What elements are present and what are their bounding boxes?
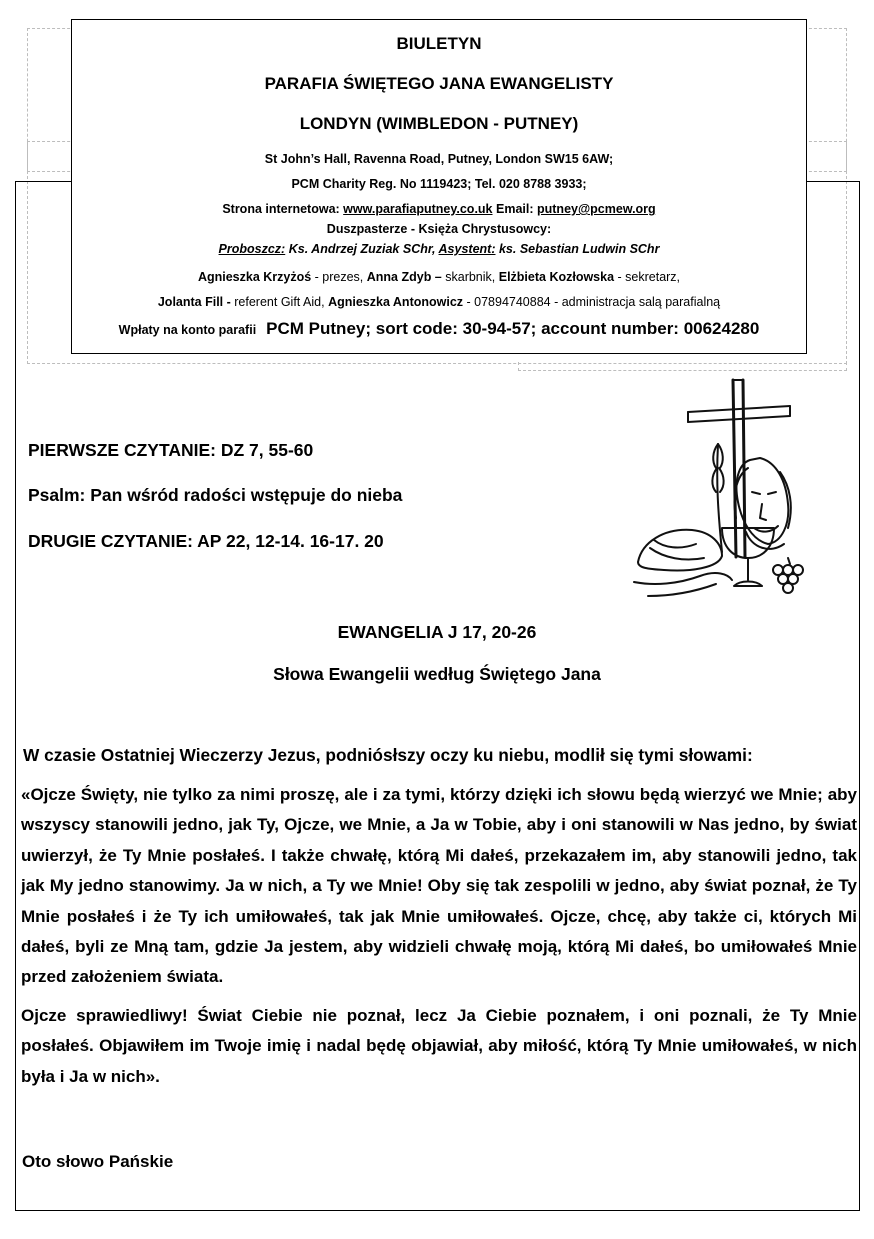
council-line-2 <box>72 295 806 309</box>
council-member: Jolanta Fill - <box>157 295 231 309</box>
council-member: Agnieszka Krzyżoś <box>197 270 312 284</box>
gospel-title: EWANGELIA J 17, 20-26 <box>337 622 537 642</box>
council-member: Agnieszka Antonowicz <box>328 295 464 309</box>
email-label: Email: <box>496 202 534 216</box>
proboszcz-label: Proboszcz: <box>218 242 286 256</box>
parish-location: LONDYN (WIMBLEDON - PUTNEY) <box>299 114 579 133</box>
website-link[interactable]: www.parafiaputney.co.uk <box>343 202 493 216</box>
parish-name: PARAFIA ŚWIĘTEGO JANA EWANGELISTY <box>264 74 614 93</box>
first-reading: PIERWSZE CZYTANIE: DZ 7, 55-60 <box>28 440 314 460</box>
contact-line <box>72 202 806 216</box>
council-role: referent Gift Aid, <box>230 295 329 309</box>
council-role: - sekretarz, <box>614 270 681 284</box>
bank-account-line <box>72 319 806 339</box>
cross-jesus-eucharist-icon <box>630 372 808 604</box>
second-reading: DRUGIE CZYTANIE: AP 22, 12-14. 16-17. 20 <box>28 531 384 551</box>
asystent-label: Asystent: <box>438 242 496 256</box>
pastors-heading: Duszpasterze - Księża Chrystusowcy: <box>326 222 552 236</box>
bulletin-header <box>71 19 807 354</box>
email-link[interactable]: putney@pcmew.org <box>537 202 656 216</box>
proboszcz-name: Ks. Andrzej Zuziak SChr, <box>288 242 436 256</box>
parish-address: St John’s Hall, Ravenna Road, Putney, London SW15 6AW; <box>264 152 614 166</box>
account-details: PCM Putney; sort code: 30-94-57; account number: 00624280 <box>266 319 760 338</box>
gospel-paragraph-1: «Ojcze Święty, nie tylko za nimi proszę, ale i za tymi, którzy dzięki ich słowu będą wierzyć we Mnie; aby wszyscy stanowili jedno, jak Ty, Ojcze, we Mnie, a Ja w Tobie, aby i oni stanowili w Nas jedno, by świat uwierzył, że Ty Mnie posłałeś. I także chwałę, którą Mi dałeś, przekazałem im, aby stanowili jedno, tak jak My jedno stanowimy. Ja w nich, a Ty we Mnie! Oby się tak zespolili w jedno, aby świat poznał, że Ty Mnie posłałeś i że Ty ich umiłowałeś, tak jak Mnie umiłowałeś. Ojcze, chcę, aby także ci, których Mi dałeś, byli ze Mną tam, gdzie Ja jestem, aby widzieli chwałę moją, którą Mi dałeś, bo umiłowałeś Mnie przed założeniem świata. <box>21 785 857 987</box>
charity-info: PCM Charity Reg. No 1119423; Tel. 020 8788 3933; <box>291 177 587 191</box>
council-role: - prezes, <box>311 270 367 284</box>
council-member: Anna Zdyb – <box>366 270 442 284</box>
asystent-name: ks. Sebastian Ludwin SChr <box>498 242 660 256</box>
council-member: Elżbieta Kozłowska <box>498 270 615 284</box>
council-role: - 07894740884 - administracja salą parafialną <box>463 295 721 309</box>
clergy-line <box>72 242 806 256</box>
gospel-intro: W czasie Ostatniej Wieczerzy Jezus, podniósłszy oczy ku niebu, modlił się tymi słowami: <box>23 745 753 765</box>
council-role: skarbnik, <box>441 270 499 284</box>
gospel-paragraph-2: Ojcze sprawiedliwy! Świat Ciebie nie poznał, lecz Ja Ciebie poznałem, i oni poznali, że Ty Mnie posłałeś. Objawiłem im Twoje imię i nadal będę objawiał, aby miłość, którą Ty Mnie umiłowałeś, w nich była i Ja w nich». <box>21 1006 857 1086</box>
council-line-1 <box>72 270 806 284</box>
gospel-closing: Oto słowo Pańskie <box>22 1152 174 1171</box>
account-label: Wpłaty na konto parafii <box>118 323 257 337</box>
gospel-subtitle: Słowa Ewangelii według Świętego Jana <box>273 664 601 684</box>
psalm: Psalm: Pan wśród radości wstępuje do nieba <box>28 485 403 505</box>
website-label: Strona internetowa: <box>222 202 340 216</box>
header-title: BIULETYN <box>396 34 482 53</box>
